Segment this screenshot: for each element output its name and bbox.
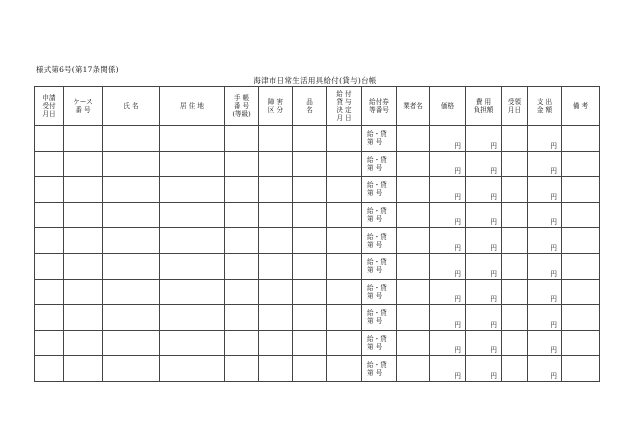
application-date-cell[interactable]: [35, 330, 64, 356]
table-row: [35, 305, 600, 331]
header-address: 居 住 地: [160, 87, 225, 126]
disability-category-cell[interactable]: [259, 253, 293, 279]
name-cell[interactable]: [103, 228, 160, 254]
expenditure-cell[interactable]: 円: [528, 202, 562, 228]
receipt-date-cell[interactable]: [502, 202, 528, 228]
form-number-label: 様式第6号(第17条関係): [36, 65, 119, 74]
table-row: [35, 356, 600, 382]
application-date-cell[interactable]: [35, 177, 64, 203]
receipt-date-cell[interactable]: [502, 228, 528, 254]
decision-date-cell[interactable]: [327, 202, 362, 228]
vendor-cell[interactable]: [397, 177, 430, 203]
cost-burden-cell[interactable]: 円: [466, 305, 502, 331]
receipt-date-cell[interactable]: [502, 279, 528, 305]
disability-category-cell[interactable]: [259, 202, 293, 228]
cost-burden-cell[interactable]: 円: [466, 356, 502, 382]
application-date-cell[interactable]: [35, 228, 64, 254]
header-disability-category: 障 害 区 分: [259, 87, 293, 126]
case-number-cell[interactable]: [64, 279, 103, 305]
disability-category-cell[interactable]: [259, 126, 293, 152]
case-number-cell[interactable]: [64, 151, 103, 177]
decision-date-cell[interactable]: [327, 305, 362, 331]
table-row: [35, 126, 600, 152]
voucher-number-cell[interactable]: 給・貸 第 号: [362, 177, 397, 203]
header-remarks: 備 考: [562, 87, 600, 126]
handbook-number-cell[interactable]: [225, 228, 259, 254]
price-cell[interactable]: 円: [430, 151, 466, 177]
decision-date-cell[interactable]: [327, 151, 362, 177]
disability-category-cell[interactable]: [259, 177, 293, 203]
vendor-cell[interactable]: [397, 151, 430, 177]
case-number-cell[interactable]: [64, 356, 103, 382]
name-cell[interactable]: [103, 177, 160, 203]
remarks-cell[interactable]: [562, 202, 600, 228]
item-name-cell[interactable]: [293, 305, 327, 331]
table-row: [35, 330, 600, 356]
vendor-cell[interactable]: [397, 228, 430, 254]
handbook-number-cell[interactable]: [225, 279, 259, 305]
voucher-number-cell[interactable]: 給・貸 第 号: [362, 126, 397, 152]
remarks-cell[interactable]: [562, 253, 600, 279]
case-number-cell[interactable]: [64, 177, 103, 203]
handbook-number-cell[interactable]: [225, 202, 259, 228]
receipt-date-cell[interactable]: [502, 356, 528, 382]
table-row: [35, 279, 600, 305]
case-number-cell[interactable]: [64, 126, 103, 152]
header-receipt-date: 受領 月日: [502, 87, 528, 126]
remarks-cell[interactable]: [562, 126, 600, 152]
receipt-date-cell[interactable]: [502, 151, 528, 177]
price-cell[interactable]: 円: [430, 202, 466, 228]
header-name: 氏 名: [103, 87, 160, 126]
vendor-cell[interactable]: [397, 202, 430, 228]
name-cell[interactable]: [103, 253, 160, 279]
vendor-cell[interactable]: [397, 330, 430, 356]
disability-category-cell[interactable]: [259, 330, 293, 356]
address-cell[interactable]: [160, 356, 225, 382]
cost-burden-cell[interactable]: 円: [466, 253, 502, 279]
cost-burden-cell[interactable]: 円: [466, 151, 502, 177]
application-date-cell[interactable]: [35, 356, 64, 382]
voucher-number-cell[interactable]: 給・貸 第 号: [362, 202, 397, 228]
item-name-cell[interactable]: [293, 126, 327, 152]
receipt-date-cell[interactable]: [502, 177, 528, 203]
remarks-cell[interactable]: [562, 279, 600, 305]
price-cell[interactable]: 円: [430, 253, 466, 279]
expenditure-cell[interactable]: 円: [528, 279, 562, 305]
name-cell[interactable]: [103, 330, 160, 356]
voucher-number-cell[interactable]: 給・貸 第 号: [362, 305, 397, 331]
handbook-number-cell[interactable]: [225, 151, 259, 177]
handbook-number-cell[interactable]: [225, 330, 259, 356]
application-date-cell[interactable]: [35, 202, 64, 228]
voucher-number-cell[interactable]: 給・貸 第 号: [362, 253, 397, 279]
price-cell[interactable]: 円: [430, 305, 466, 331]
price-cell[interactable]: 円: [430, 279, 466, 305]
header-expenditure: 支 出 金 額: [528, 87, 562, 126]
cost-burden-cell[interactable]: 円: [466, 126, 502, 152]
address-cell[interactable]: [160, 330, 225, 356]
address-cell[interactable]: [160, 126, 225, 152]
ledger-title: 海津市日常生活用具給付(貸与)台帳: [253, 76, 377, 85]
price-cell[interactable]: 円: [430, 356, 466, 382]
receipt-date-cell[interactable]: [502, 330, 528, 356]
table-row: [35, 202, 600, 228]
decision-date-cell[interactable]: [327, 330, 362, 356]
expenditure-cell[interactable]: 円: [528, 177, 562, 203]
price-cell[interactable]: 円: [430, 126, 466, 152]
decision-date-cell[interactable]: [327, 228, 362, 254]
table-row: [35, 253, 600, 279]
remarks-cell[interactable]: [562, 151, 600, 177]
disability-category-cell[interactable]: [259, 151, 293, 177]
expenditure-cell[interactable]: 円: [528, 305, 562, 331]
price-cell[interactable]: 円: [430, 330, 466, 356]
handbook-number-cell[interactable]: [225, 305, 259, 331]
remarks-cell[interactable]: [562, 330, 600, 356]
header-voucher-number: 給付券 等番号: [362, 87, 397, 126]
application-date-cell[interactable]: [35, 305, 64, 331]
cost-burden-cell[interactable]: 円: [466, 330, 502, 356]
handbook-number-cell[interactable]: [225, 126, 259, 152]
handbook-number-cell[interactable]: [225, 177, 259, 203]
cost-burden-cell[interactable]: 円: [466, 279, 502, 305]
handbook-number-cell[interactable]: [225, 253, 259, 279]
receipt-date-cell[interactable]: [502, 126, 528, 152]
item-name-cell[interactable]: [293, 228, 327, 254]
handbook-number-cell[interactable]: [225, 356, 259, 382]
voucher-number-cell[interactable]: 給・貸 第 号: [362, 356, 397, 382]
disability-category-cell[interactable]: [259, 228, 293, 254]
expenditure-cell[interactable]: 円: [528, 356, 562, 382]
disability-category-cell[interactable]: [259, 356, 293, 382]
cost-burden-cell[interactable]: 円: [466, 202, 502, 228]
remarks-cell[interactable]: [562, 305, 600, 331]
vendor-cell[interactable]: [397, 305, 430, 331]
header-item-name: 品 名: [293, 87, 327, 126]
case-number-cell[interactable]: [64, 228, 103, 254]
ledger-table: [34, 86, 600, 382]
item-name-cell[interactable]: [293, 202, 327, 228]
vendor-cell[interactable]: [397, 279, 430, 305]
address-cell[interactable]: [160, 228, 225, 254]
receipt-date-cell[interactable]: [502, 305, 528, 331]
table-row: [35, 151, 600, 177]
header-application-date: 申請 受付 月日: [35, 87, 64, 126]
item-name-cell[interactable]: [293, 356, 327, 382]
expenditure-cell[interactable]: 円: [528, 151, 562, 177]
name-cell[interactable]: [103, 305, 160, 331]
expenditure-cell[interactable]: 円: [528, 253, 562, 279]
header-vendor: 業者名: [397, 87, 430, 126]
item-name-cell[interactable]: [293, 253, 327, 279]
cost-burden-cell[interactable]: 円: [466, 228, 502, 254]
voucher-number-cell[interactable]: 給・貸 第 号: [362, 330, 397, 356]
receipt-date-cell[interactable]: [502, 253, 528, 279]
remarks-cell[interactable]: [562, 356, 600, 382]
decision-date-cell[interactable]: [327, 356, 362, 382]
decision-date-cell[interactable]: [327, 177, 362, 203]
header-handbook-number: 手 帳 番 号 (等級): [225, 87, 259, 126]
price-cell[interactable]: 円: [430, 228, 466, 254]
address-cell[interactable]: [160, 305, 225, 331]
header-price: 価格: [430, 87, 466, 126]
address-cell[interactable]: [160, 177, 225, 203]
decision-date-cell[interactable]: [327, 279, 362, 305]
application-date-cell[interactable]: [35, 253, 64, 279]
disability-category-cell[interactable]: [259, 279, 293, 305]
address-cell[interactable]: [160, 202, 225, 228]
expenditure-cell[interactable]: 円: [528, 330, 562, 356]
name-cell[interactable]: [103, 356, 160, 382]
case-number-cell[interactable]: [64, 202, 103, 228]
item-name-cell[interactable]: [293, 330, 327, 356]
voucher-number-cell[interactable]: 給・貸 第 号: [362, 279, 397, 305]
application-date-cell[interactable]: [35, 279, 64, 305]
decision-date-cell[interactable]: [327, 126, 362, 152]
remarks-cell[interactable]: [562, 228, 600, 254]
expenditure-cell[interactable]: 円: [528, 126, 562, 152]
case-number-cell[interactable]: [64, 305, 103, 331]
name-cell[interactable]: [103, 279, 160, 305]
name-cell[interactable]: [103, 126, 160, 152]
header-case-number: ケース 番 号: [64, 87, 103, 126]
table-row: [35, 228, 600, 254]
decision-date-cell[interactable]: [327, 253, 362, 279]
name-cell[interactable]: [103, 151, 160, 177]
address-cell[interactable]: [160, 279, 225, 305]
item-name-cell[interactable]: [293, 177, 327, 203]
expenditure-cell[interactable]: 円: [528, 228, 562, 254]
vendor-cell[interactable]: [397, 126, 430, 152]
application-date-cell[interactable]: [35, 151, 64, 177]
case-number-cell[interactable]: [64, 330, 103, 356]
voucher-number-cell[interactable]: 給・貸 第 号: [362, 151, 397, 177]
header-cost-burden: 費 用 負担額: [466, 87, 502, 126]
price-cell[interactable]: 円: [430, 177, 466, 203]
remarks-cell[interactable]: [562, 177, 600, 203]
table-row: [35, 177, 600, 203]
vendor-cell[interactable]: [397, 253, 430, 279]
header-row: [35, 87, 600, 126]
disability-category-cell[interactable]: [259, 305, 293, 331]
vendor-cell[interactable]: [397, 356, 430, 382]
address-cell[interactable]: [160, 253, 225, 279]
voucher-number-cell[interactable]: 給・貸 第 号: [362, 228, 397, 254]
name-cell[interactable]: [103, 202, 160, 228]
case-number-cell[interactable]: [64, 253, 103, 279]
application-date-cell[interactable]: [35, 126, 64, 152]
header-decision-date: 給 付 貸 与 決 定 月 日: [327, 87, 362, 126]
item-name-cell[interactable]: [293, 279, 327, 305]
item-name-cell[interactable]: [293, 151, 327, 177]
cost-burden-cell[interactable]: 円: [466, 177, 502, 203]
address-cell[interactable]: [160, 151, 225, 177]
